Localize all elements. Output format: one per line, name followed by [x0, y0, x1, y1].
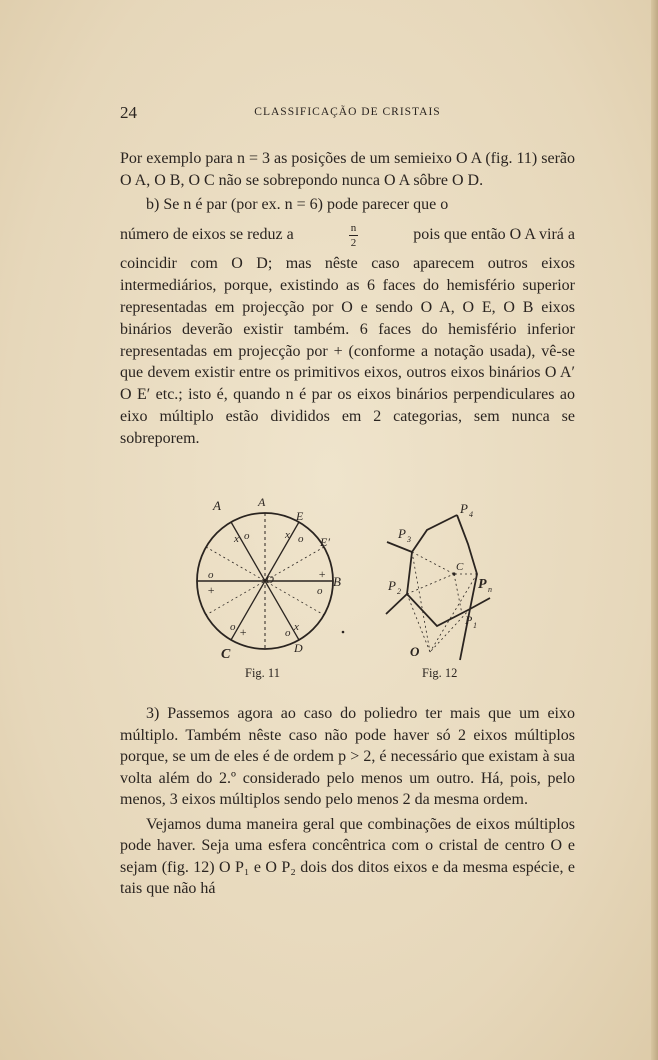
paragraph [120, 148, 575, 192]
text-line: O A sôbre O D. [383, 171, 484, 189]
face-mark-plus: + [239, 625, 248, 639]
face-mark-x: x [294, 621, 299, 633]
text-line: (fig. 11) serão O A, O B, O C não se sobrepondo nunca [120, 150, 575, 189]
text-block-bottom [120, 703, 575, 900]
text-block-top [120, 148, 575, 450]
paragraph [120, 703, 575, 811]
figures-area [120, 492, 575, 687]
axis-line [407, 574, 454, 594]
label-e-prime: E′ [320, 535, 330, 549]
text-line: em projecção por + (conforme a notação usada), vê-se [212, 342, 576, 360]
text-line: eixos intermediários, porque, existindo as 6 faces do [120, 255, 575, 295]
label-a: A [213, 498, 221, 513]
paragraph [120, 253, 575, 449]
axis-line [412, 552, 454, 574]
fraction-numerator: n [350, 221, 357, 234]
text-line: em 2 categorias, sem nunca se sobreporem. [120, 407, 576, 447]
axis-line [454, 574, 462, 614]
face-mark-x: x [285, 529, 290, 541]
point [342, 631, 345, 634]
label-p1-sub: 1 [473, 621, 477, 630]
fraction-bar [349, 235, 358, 236]
text-line: binários O A′ O E′ etc.; isto é, quando n é par os eixos [120, 364, 575, 404]
page-number: 24 [120, 103, 137, 122]
text-line: um eixo múltiplo. Também nêste caso não pode haver [120, 705, 575, 744]
running-title: CLASSIFICAÇÃO DE CRISTAIS [254, 106, 441, 118]
page-edge [651, 0, 658, 1060]
label-e: E [296, 509, 304, 523]
label-c: C [456, 561, 464, 573]
face-mark-o: o [244, 530, 250, 542]
great-circle-arc [457, 515, 477, 660]
text-line: que devem existir entre os primitivos eixos, outros eixos [120, 364, 489, 382]
text-line: também. 6 faces do hemisfério inferior representadas [120, 320, 576, 360]
label-a-prime: A [258, 495, 266, 509]
face-mark-plus: + [318, 567, 327, 581]
text-line: 3 eixos múltiplos sendo pelo menos 2 da mesma ordem. [169, 791, 528, 808]
text-line: Por exemplo para n = 3 as posições de um semieixo O A [120, 150, 486, 167]
text-fragment: pois que então O A virá a [413, 226, 575, 244]
label-o: O [410, 644, 420, 659]
running-header [120, 103, 575, 123]
face-mark-plus: + [207, 583, 216, 597]
fraction [349, 222, 358, 249]
text-line: coincidir com O D; mas nêste caso aparecem outros [120, 255, 542, 273]
axis-line [430, 609, 470, 652]
text-line: múltiplos pode haver. Seja uma esfera concêntrica com [120, 815, 575, 854]
label-p4: P [460, 502, 468, 516]
face-mark-o: o [230, 621, 236, 633]
text-line: considerado pelo menos um outro. Há, pois, pelo menos, [120, 769, 576, 808]
figure-12-caption: Fig. 12 [422, 666, 458, 680]
fraction-denominator: 2 [350, 236, 357, 249]
face-mark-o: o [317, 585, 323, 597]
text-line: sendo O A, O E, O B eixos binários deverão existir [120, 298, 575, 338]
figure-11-diagram [188, 492, 348, 662]
label-p2-sub: 2 [397, 587, 401, 596]
paragraph [120, 814, 575, 900]
text-line: b) Se n é par (por ex. n = 6) pode parecer que o [146, 195, 449, 213]
label-o: O [266, 574, 274, 586]
face-mark-x: x [234, 533, 239, 545]
text-line: binários perpendiculares ao eixo múltiplo estão divididos [120, 386, 575, 425]
label-b: B [333, 574, 341, 589]
face-mark-o: o [208, 569, 214, 581]
label-p1: P [465, 613, 473, 627]
text-line: 3) Passemos agora ao caso do poliedro ter mais que [146, 705, 520, 722]
text-line: dos ditos eixos e da mesma espécie, e tais que não há [120, 858, 575, 897]
text-line: só 2 eixos múltiplos porque, se um de eles é de ordem [120, 726, 576, 765]
fraction-line [120, 217, 575, 253]
figure-12-diagram [382, 502, 522, 662]
text-line: p > 2, é necessário que existam à sua volta além do 2.º [120, 748, 575, 787]
text-line: Vejamos duma maneira geral que combinações de eixos [146, 815, 515, 833]
label-d: D [294, 641, 303, 655]
text-line: hemisfério superior representadas em projecção por O e [120, 277, 575, 316]
paragraph [120, 194, 575, 216]
label-p-right: P [478, 577, 487, 592]
face-mark-o: o [285, 627, 291, 639]
label-p4-sub: 4 [469, 510, 473, 519]
label-p3: P [398, 526, 406, 541]
text-line: o cristal de centro O e sejam (fig. 12) O P₁ e O P₂ dois [120, 837, 575, 876]
label-p3-sub: 3 [407, 535, 411, 544]
label-p2: P [388, 578, 396, 593]
label-p-right-sub: n [488, 585, 492, 594]
text-fragment: número de eixos se reduz a [120, 226, 294, 244]
face-mark-o: o [298, 533, 304, 545]
figure-11-caption: Fig. 11 [245, 666, 280, 680]
label-c: C [221, 647, 231, 662]
